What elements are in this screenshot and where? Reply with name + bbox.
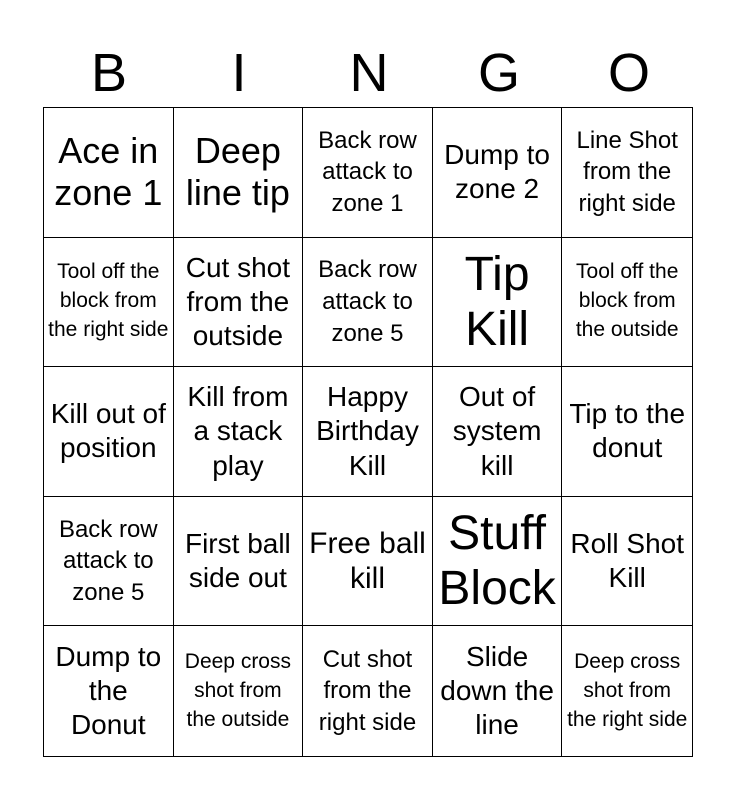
cell-text: Tool off the block from the right side [48,260,169,342]
bingo-cell-r3c1[interactable] [44,367,174,497]
bingo-cell-r2c2[interactable] [174,238,304,368]
bingo-cell-r5c4[interactable] [433,626,563,756]
bingo-card-grid [43,107,693,757]
bingo-cell-r5c3[interactable] [303,626,433,756]
cell-text: Deep cross shot from the outside [184,649,291,731]
bingo-header [44,38,694,108]
bingo-cell-r4c1[interactable] [44,497,174,627]
header-letter-o: O [607,43,650,103]
cell-text: Roll Shot Kill [570,527,684,594]
bingo-cell-r1c2[interactable] [174,108,304,238]
bingo-cell-r5c1[interactable] [44,626,174,756]
cell-text: Dump to zone 2 [444,139,550,205]
bingo-cell-r2c5[interactable] [562,238,692,368]
cell-text: Cut shot from the right side [318,645,417,737]
cell-text: Stuff Block [438,506,556,616]
bingo-cell-r3c4[interactable] [433,367,563,497]
cell-text: Out of system kill [452,381,542,481]
cell-text: Kill out of position [50,398,166,464]
cell-text: Happy Birthday Kill [316,381,419,481]
bingo-cell-r5c5[interactable] [562,626,692,756]
cell-text: Back row attack to zone 5 [318,256,417,347]
bingo-cell-r4c3[interactable] [303,497,433,627]
bingo-cell-r2c1[interactable] [44,238,174,368]
bingo-cell-r3c5[interactable] [562,367,692,497]
bingo-cell-r3c2[interactable] [174,367,304,497]
header-letter-b: B [90,43,128,103]
cell-text: Dump to the Donut [55,640,162,741]
header-letter-n: N [349,43,389,103]
cell-text: Free ball kill [309,526,426,596]
cell-text: Slide down the line [440,640,554,741]
bingo-cell-r4c5[interactable] [562,497,692,627]
cell-text: Tip to the donut [569,398,686,464]
cell-text: Deep line tip [185,129,290,214]
cell-text: Tip Kill [464,247,530,356]
cell-text: Back row attack to zone 1 [318,126,417,218]
cell-text: Deep cross shot from the right side [567,649,688,731]
header-letter-i: I [231,43,247,103]
cell-text: Cut shot from the outside [185,251,291,351]
cell-text: Ace in zone 1 [54,129,163,214]
bingo-cell-r4c2[interactable] [174,497,304,627]
cell-text: Line Shot from the right side [576,126,678,218]
cell-text: Tool off the block from the outside [575,260,679,342]
bingo-cell-r1c1[interactable] [44,108,174,238]
bingo-cell-r4c4[interactable] [433,497,563,627]
bingo-cell-r5c2[interactable] [174,626,304,756]
bingo-cell-r2c3[interactable] [303,238,433,368]
cell-text: Kill from a stack play [187,381,289,481]
cell-text: First ball side out [184,527,291,594]
header-letter-g: G [477,43,520,103]
bingo-cell-r1c4[interactable] [433,108,563,238]
bingo-cell-r1c5[interactable] [562,108,692,238]
bingo-cell-r1c3[interactable] [303,108,433,238]
cell-text: Back row attack to zone 5 [58,515,158,606]
bingo-cell-r2c4[interactable] [433,238,563,368]
bingo-cell-r3c3[interactable] [303,367,433,497]
